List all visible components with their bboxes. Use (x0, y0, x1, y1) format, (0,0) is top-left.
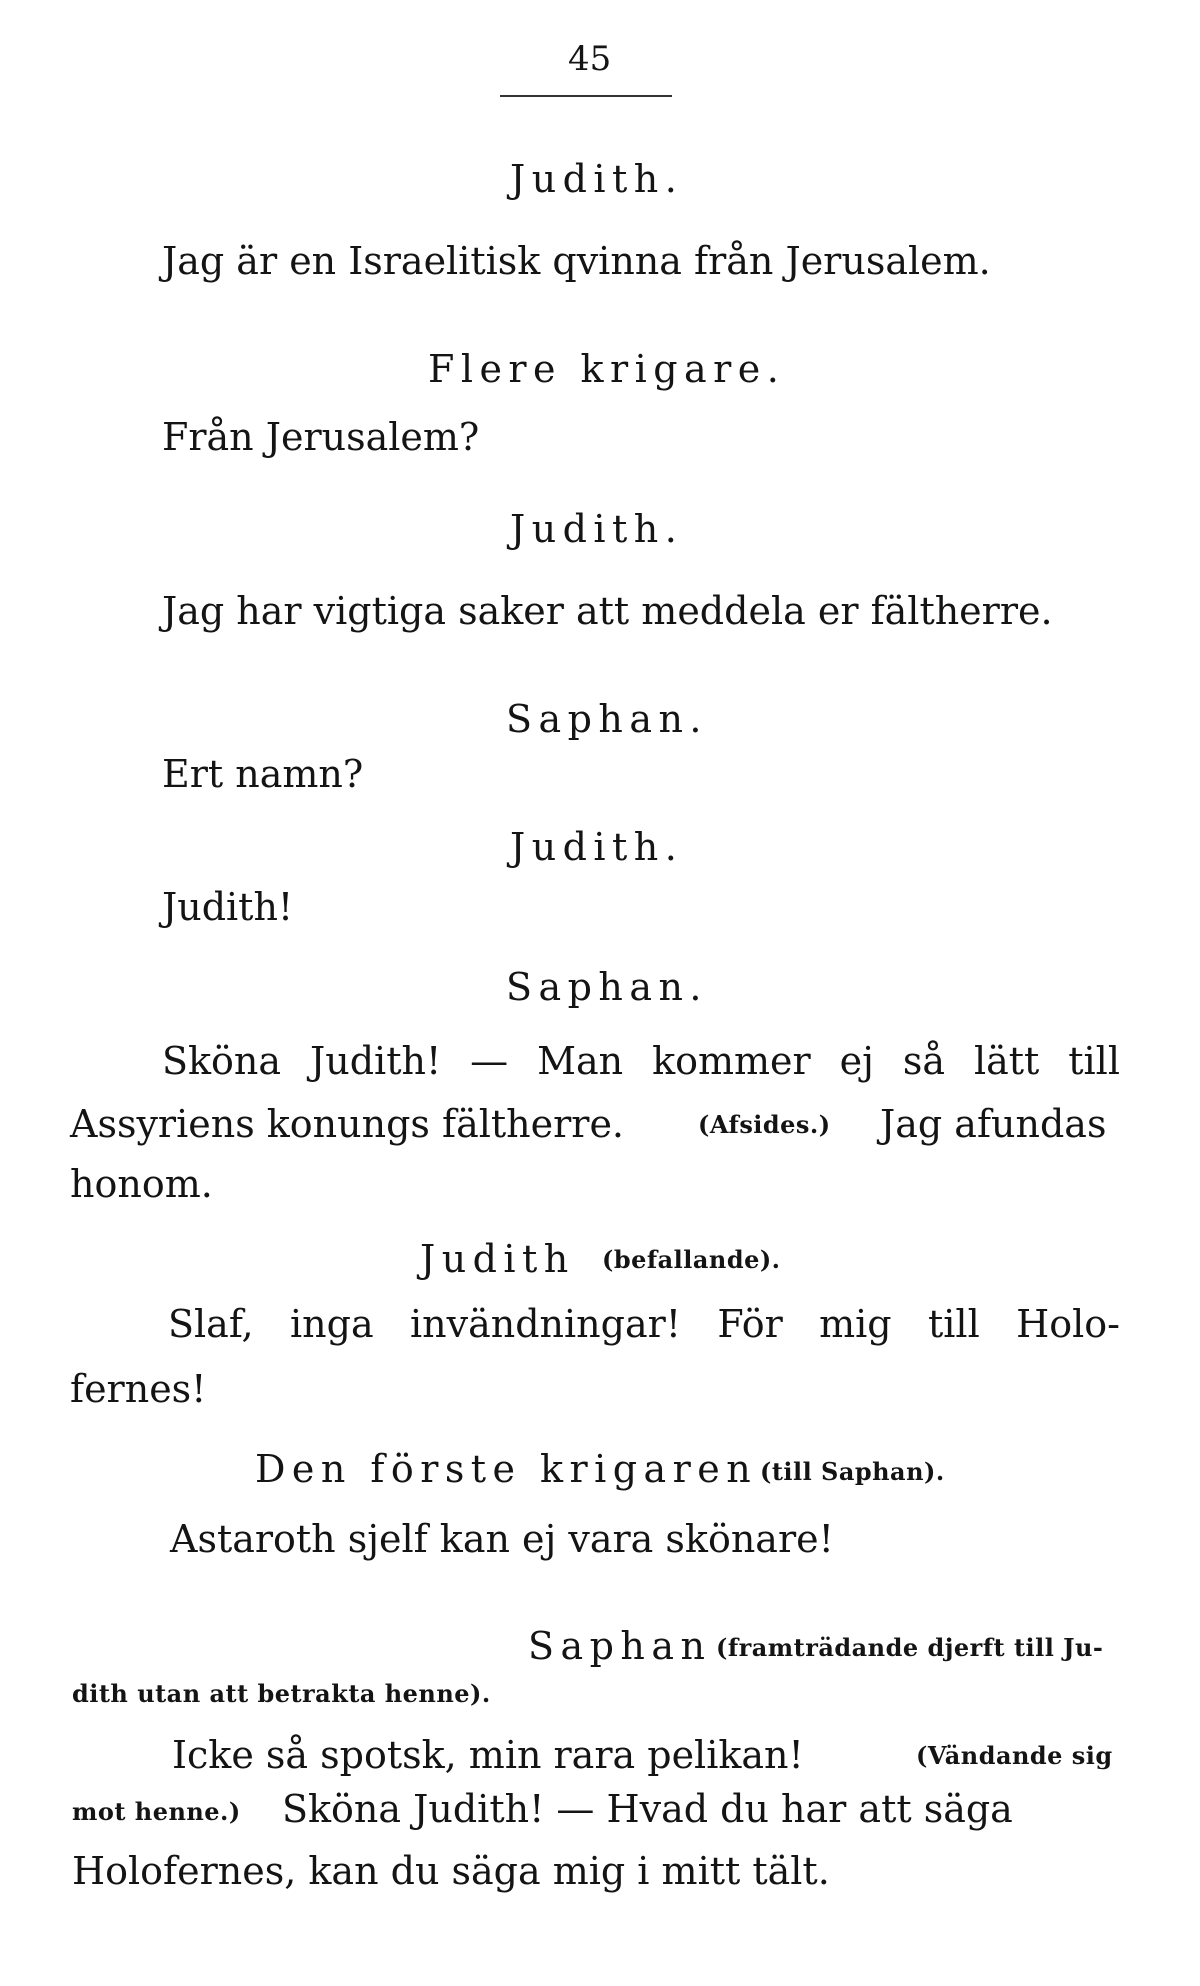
dialogue-line: Ert namn? (162, 752, 364, 796)
speaker-saphan: Saphan (528, 1624, 712, 1668)
dialogue-line: Slaf, inga invändningar! För mig till Holo- (168, 1302, 1120, 1346)
stage-direction: mot henne.) (72, 1797, 241, 1826)
speaker-judith: Judith. (510, 507, 684, 551)
dialogue-line: Judith! (162, 885, 294, 929)
dialogue-line: Jag är en Israelitisk qvinna från Jerusalem. (162, 239, 991, 283)
speaker-saphan: Saphan. (506, 965, 708, 1009)
dialogue-line: Icke så spotsk, min rara pelikan! (172, 1733, 804, 1777)
dialogue-line: fernes! (70, 1367, 207, 1411)
speaker-den-forste-krigaren: Den förste krigaren (255, 1447, 758, 1491)
speaker-judith: Judith. (510, 157, 684, 201)
dialogue-line: Från Jerusalem? (162, 415, 480, 459)
stage-direction: (Vändande sig (916, 1741, 1113, 1770)
speaker-saphan: Saphan. (506, 697, 708, 741)
stage-direction: (befallande). (602, 1245, 781, 1274)
dialogue-line: Sköna Judith! — Man kommer ej så lätt till (162, 1039, 1120, 1083)
speaker-judith: Judith (420, 1237, 575, 1281)
stage-direction: (Afsides.) (698, 1110, 831, 1139)
dialogue-line: Jag afundas (880, 1102, 1107, 1146)
dialogue-line: Jag har vigtiga saker att meddela er fältherre. (162, 589, 1053, 633)
dialogue-line: Holofernes, kan du säga mig i mitt tält. (72, 1849, 830, 1893)
header-rule (500, 95, 672, 97)
dialogue-line: Assyriens konungs fältherre. (70, 1102, 625, 1146)
dialogue-line: Astaroth sjelf kan ej vara skönare! (170, 1517, 834, 1561)
stage-direction: (framträdande djerft till Ju- (716, 1633, 1104, 1662)
dialogue-line: honom. (70, 1162, 213, 1206)
dialogue-line: Sköna Judith! — Hvad du har att säga (282, 1787, 1013, 1831)
speaker-judith: Judith. (510, 825, 684, 869)
stage-direction: dith utan att betrakta henne). (72, 1679, 491, 1708)
stage-direction: (till Saphan). (760, 1457, 945, 1486)
speaker-flere-krigare: Flere krigare. (428, 347, 786, 391)
page-number: 45 (568, 39, 612, 79)
